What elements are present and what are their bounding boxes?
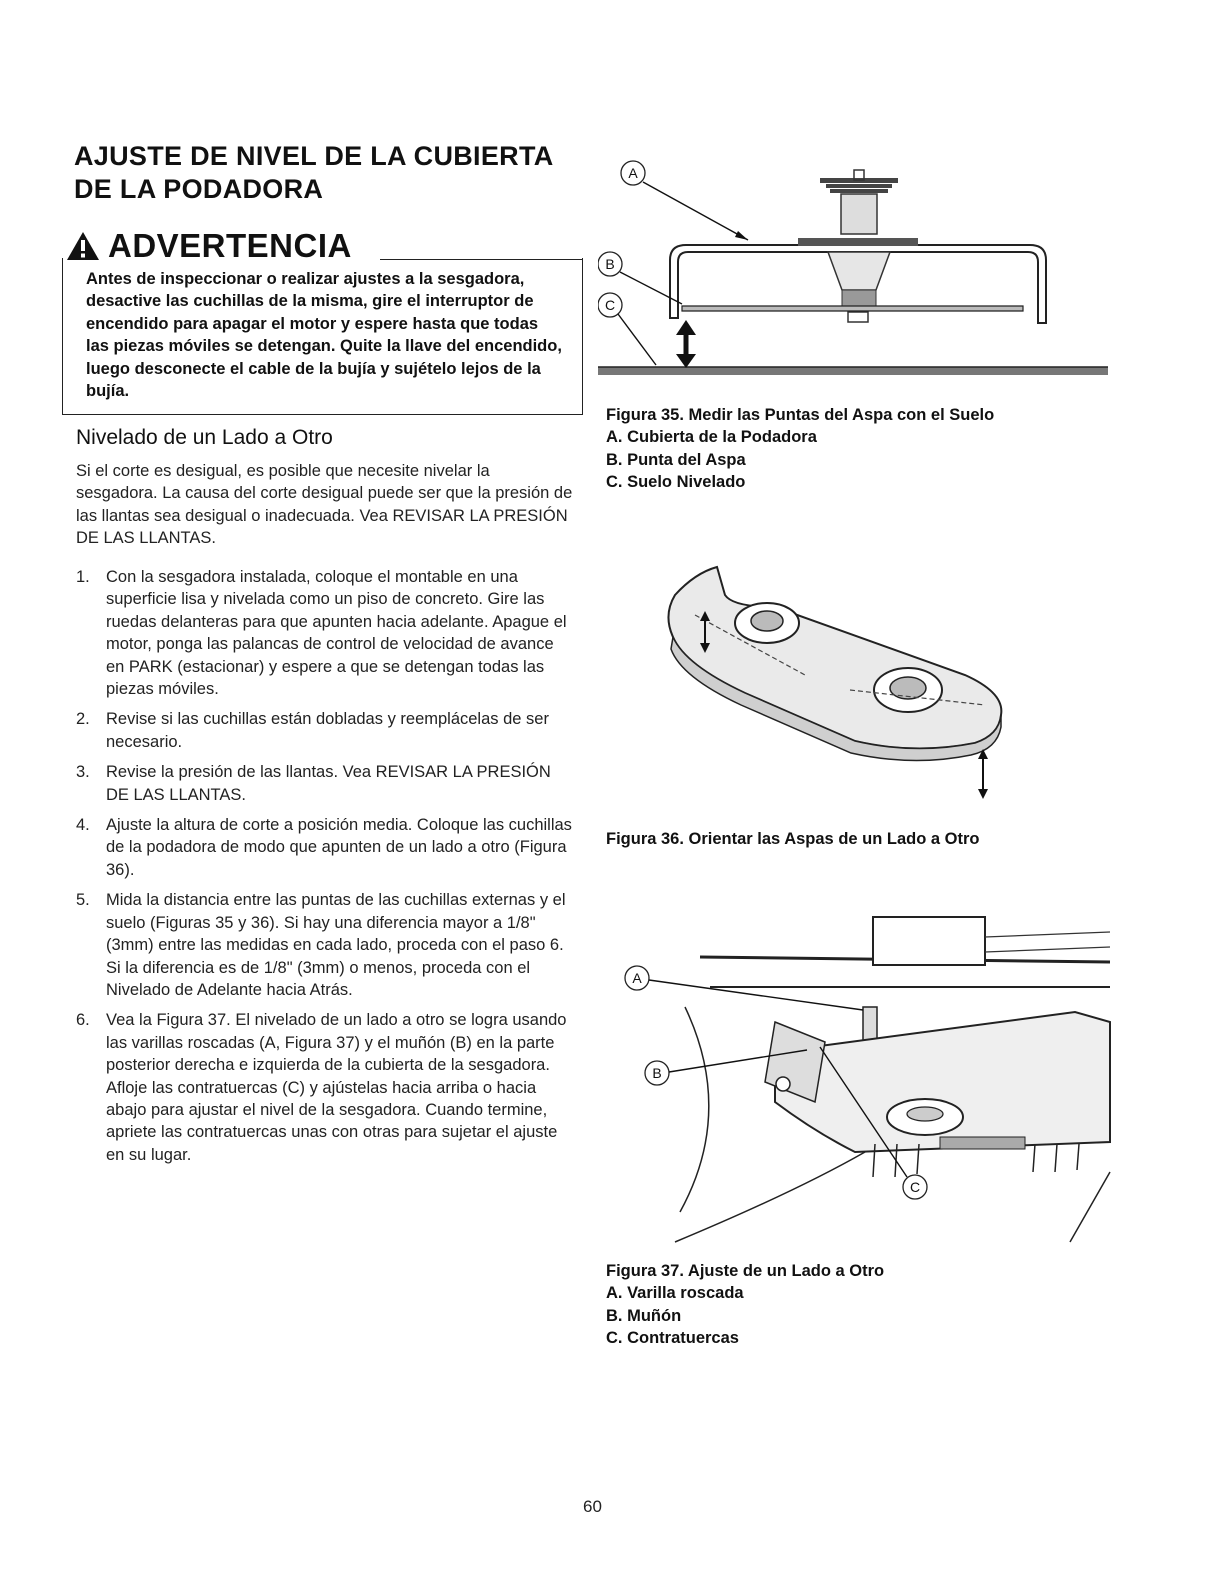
figure-37-legend bbox=[606, 1282, 1126, 1349]
step-number: 3. bbox=[76, 763, 90, 782]
step-number: 5. bbox=[76, 891, 90, 910]
step-text: Vea la Figura 37. El nivelado de un lado a otro se logra usando las varillas roscadas (A, Figura 37) y el muñón (B) en la parte posterior derecha e izquierda de la cubierta de la sesgadora. Afloje las contratuercas (C) y ajústelas hacia arriba o hacia abajo para ajustar el nivel de la sesgadora. Cuando termine, apriete las contratuercas unas con otras para sujetar el ajuste en su lugar. bbox=[106, 1011, 567, 1164]
callout-a: A bbox=[632, 970, 642, 986]
figure-37-caption: Figura 37. Ajuste de un Lado a Otro bbox=[606, 1262, 885, 1280]
legend-item: C. Suelo Nivelado bbox=[606, 473, 746, 492]
figure-37-caption-block bbox=[606, 1260, 1126, 1350]
warning-divider bbox=[380, 259, 582, 260]
list-item bbox=[76, 889, 576, 1001]
step-number: 1. bbox=[76, 568, 90, 586]
callout-c: C bbox=[909, 1179, 921, 1195]
section-intro: Si el corte es desigual, es posible que necesite nivelar la sesgadora. La causa del corte desigual puede ser que la presión de las llantas sea desigual o inadecuada. Vea REVISAR LA PRESIÓN DE LAS LLANTAS. bbox=[76, 462, 573, 548]
step-text: Con la sesgadora instalada, coloque el montable en una superficie lisa y nivelada como un piso de concreto. Gire las ruedas delanteras para que apunten hacia adelante. Apague el motor, ponga las palancas de control de velocidad de avance en PARK (estacionar) y espere a que se detengan todas las piezas móviles. bbox=[106, 568, 567, 699]
warning-text: Antes de inspeccionar o realizar ajustes a la sesgadora, desactive las cuchillas de la misma, gire el interruptor de encendido para apagar el motor y espere hasta que todas las piezas móviles se detengan. Quite la llave del encendido, luego desconecte el cable de la bujía y sujételo lejos de la bujía. bbox=[86, 270, 562, 401]
list-item bbox=[76, 814, 576, 881]
callout-a: A bbox=[628, 165, 638, 181]
figure-35-caption-block bbox=[606, 404, 1126, 494]
legend-item: B. Punta del Aspa bbox=[606, 450, 746, 469]
figure-35-illustration bbox=[598, 160, 1108, 375]
warning-header bbox=[66, 226, 358, 266]
step-text: Ajuste la altura de corte a posición media. Coloque las cuchillas de la podadora de modo que apunten de un lado a otro (Figura 36). bbox=[106, 816, 572, 879]
section-title: Nivelado de un Lado a Otro bbox=[76, 426, 333, 449]
page-number: 60 bbox=[583, 1497, 602, 1516]
callout-b: B bbox=[652, 1065, 662, 1081]
warning-triangle-icon bbox=[66, 231, 100, 261]
figure-37-illustration bbox=[615, 912, 1115, 1252]
callout-c: C bbox=[604, 297, 616, 313]
figure-35-legend bbox=[606, 426, 1126, 493]
figure-35-caption: Figura 35. Medir las Puntas del Aspa con el Suelo bbox=[606, 406, 995, 424]
step-text: Revise la presión de las llantas. Vea REVISAR LA PRESIÓN DE LAS LLANTAS. bbox=[106, 763, 551, 804]
legend-item: A. Cubierta de la Podadora bbox=[606, 428, 817, 447]
legend-item: C. Contratuercas bbox=[606, 1329, 739, 1348]
page-title: AJUSTE DE NIVEL DE LA CUBIERTA DE LA PODADORA bbox=[74, 141, 553, 204]
steps-list bbox=[76, 566, 576, 1174]
list-item bbox=[76, 761, 576, 806]
warning-label: ADVERTENCIA bbox=[108, 227, 352, 264]
figure-36-illustration bbox=[655, 555, 1015, 805]
list-item bbox=[76, 1009, 576, 1166]
step-text: Revise si las cuchillas están dobladas y reemplácelas de ser necesario. bbox=[106, 710, 549, 751]
step-text: Mida la distancia entre las puntas de las cuchillas externas y el suelo (Figuras 35 y 36). Si hay una diferencia mayor a 1/8" (3mm) entre las medidas en cada lado, proceda con el paso 6. Si la diferencia es de 1/8" (3mm) o menos, proceda con el Nivelado de Adelante hacia Atrás. bbox=[106, 891, 566, 999]
callout-b: B bbox=[605, 256, 615, 272]
legend-item: B. Muñón bbox=[606, 1306, 682, 1325]
step-number: 6. bbox=[76, 1011, 90, 1030]
list-item bbox=[76, 566, 576, 700]
figure-36-caption: Figura 36. Orientar las Aspas de un Lado a Otro bbox=[606, 830, 980, 848]
legend-item: A. Varilla roscada bbox=[606, 1284, 744, 1303]
step-number: 4. bbox=[76, 816, 90, 835]
list-item bbox=[76, 708, 576, 753]
step-number: 2. bbox=[76, 710, 90, 729]
